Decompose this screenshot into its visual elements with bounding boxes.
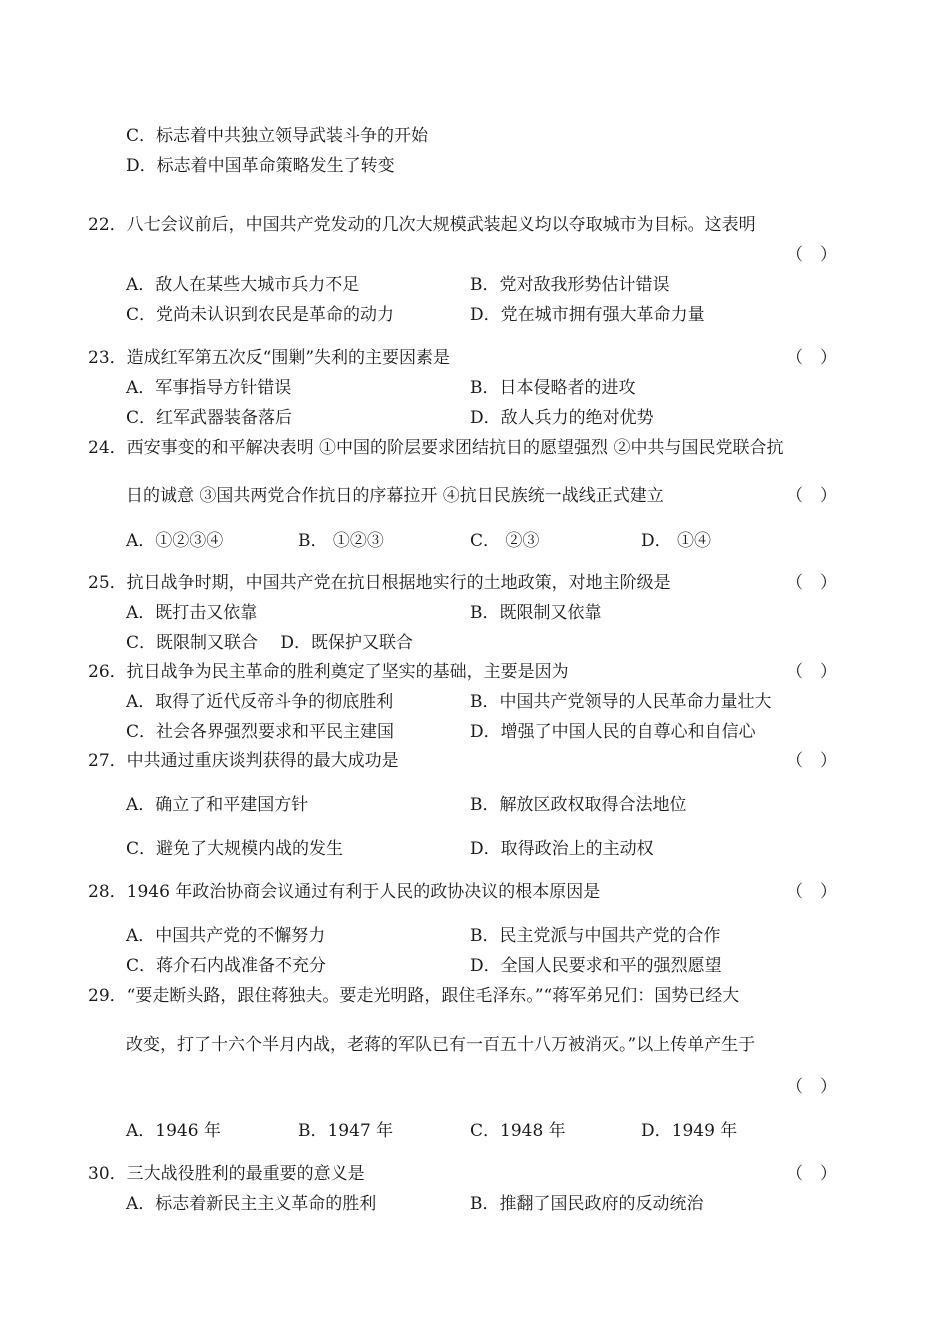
q29-option-a: A．1946 年 [126,1121,221,1141]
q28-option-d: D．全国人民要求和平的强烈愿望 [470,956,722,976]
q28-option-a: A．中国共产党的不懈努力 [126,926,326,946]
q30-stem: 30．三大战役胜利的最重要的意义是 [88,1164,365,1184]
q27-option-a: A．确立了和平建国方针 [126,795,309,815]
q28-stem: 28．1946 年政治协商会议通过有利于人民的政协决议的根本原因是 [88,882,601,902]
q27-option-c: C．避免了大规模内战的发生 [126,839,344,859]
q24-answer-blank: （ ） [786,486,837,506]
q23-option-c: C．红军武器装备落后 [126,408,293,428]
q23-option-d: D．敌人兵力的绝对优势 [470,408,654,428]
q25-option-b: B．既限制又依靠 [470,603,602,623]
q24-option-b: B． ①②③ [298,531,384,551]
q27-option-d: D．取得政治上的主动权 [470,839,654,859]
q28-option-b: B．民主党派与中国共产党的合作 [470,926,721,946]
prev-option-c: C．标志着中共独立领导武装斗争的开始 [126,126,429,146]
q22-stem: 22．八七会议前后，中国共产党发动的几次大规模武装起义均以夺取城市为目标。这表明 [88,215,756,235]
q25-option-c-d: C．既限制又联合 D．既保护又联合 [126,633,414,653]
q22-option-a: A．敌人在某些大城市兵力不足 [126,275,360,295]
q26-option-d: D．增强了中国人民的自尊心和自信心 [470,722,756,742]
q29-option-d: D．1949 年 [641,1121,738,1141]
q27-stem: 27．中共通过重庆谈判获得的最大成功是 [88,751,399,771]
q30-option-a: A．标志着新民主主义革命的胜利 [126,1194,377,1214]
q23-option-b: B．日本侵略者的进攻 [470,378,636,398]
q26-answer-blank: （ ） [786,662,837,682]
q23-stem: 23．造成红军第五次反“围剿”失利的主要因素是 [88,348,451,368]
q29-option-b: B．1947 年 [298,1121,394,1141]
q25-stem: 25．抗日战争时期，中国共产党在抗日根据地实行的土地政策，对地主阶级是 [88,573,671,593]
q29-option-c: C．1948 年 [470,1121,566,1141]
q30-option-b: B．推翻了国民政府的反动统治 [470,1194,704,1214]
q29-answer-blank: （ ） [786,1077,837,1097]
q25-answer-blank: （ ） [786,573,837,593]
q29-stem-line2: 改变，打了十六个半月内战，老蒋的军队已有一百五十八万被消灭。”以上传单产生于 [126,1035,756,1055]
q24-option-c: C． ②③ [470,531,540,551]
q30-answer-blank: （ ） [786,1164,837,1184]
prev-option-d: D．标志着中国革命策略发生了转变 [126,156,395,176]
q23-option-a: A．军事指导方针错误 [126,378,292,398]
q24-option-d: D． ①④ [641,531,712,551]
q29-stem-line1: 29．“要走断头路，跟住蒋独夫。要走光明路，跟住毛泽东。”“蒋军弟兄们：国势已经大 [88,986,740,1006]
q26-option-a: A．取得了近代反帝斗争的彻底胜利 [126,692,394,712]
q24-stem-line2: 日的诚意 ③国共两党合作抗日的序幕拉开 ④抗日民族统一战线正式建立 [126,486,664,506]
q27-option-b: B．解放区政权取得合法地位 [470,795,687,815]
q26-option-c: C．社会各界强烈要求和平民主建国 [126,722,395,742]
q22-option-b: B．党对敌我形势估计错误 [470,275,670,295]
q24-stem-line1: 24．西安事变的和平解决表明 ①中国的阶层要求团结抗日的愿望强烈 ②中共与国民党联合抗 [88,438,784,458]
q25-option-a: A．既打击又依靠 [126,603,258,623]
q22-answer-blank: （ ） [786,245,837,265]
q22-option-d: D．党在城市拥有强大革命力量 [470,305,705,325]
q27-answer-blank: （ ） [786,751,837,771]
q24-option-a: A．①②③④ [126,531,224,551]
q28-option-c: C．蒋介石内战准备不充分 [126,956,327,976]
q26-option-b: B．中国共产党领导的人民革命力量壮大 [470,692,772,712]
q23-answer-blank: （ ） [786,348,837,368]
q28-answer-blank: （ ） [786,882,837,902]
q26-stem: 26．抗日战争为民主革命的胜利奠定了坚实的基础，主要是因为 [88,662,569,682]
q22-option-c: C．党尚未认识到农民是革命的动力 [126,305,395,325]
